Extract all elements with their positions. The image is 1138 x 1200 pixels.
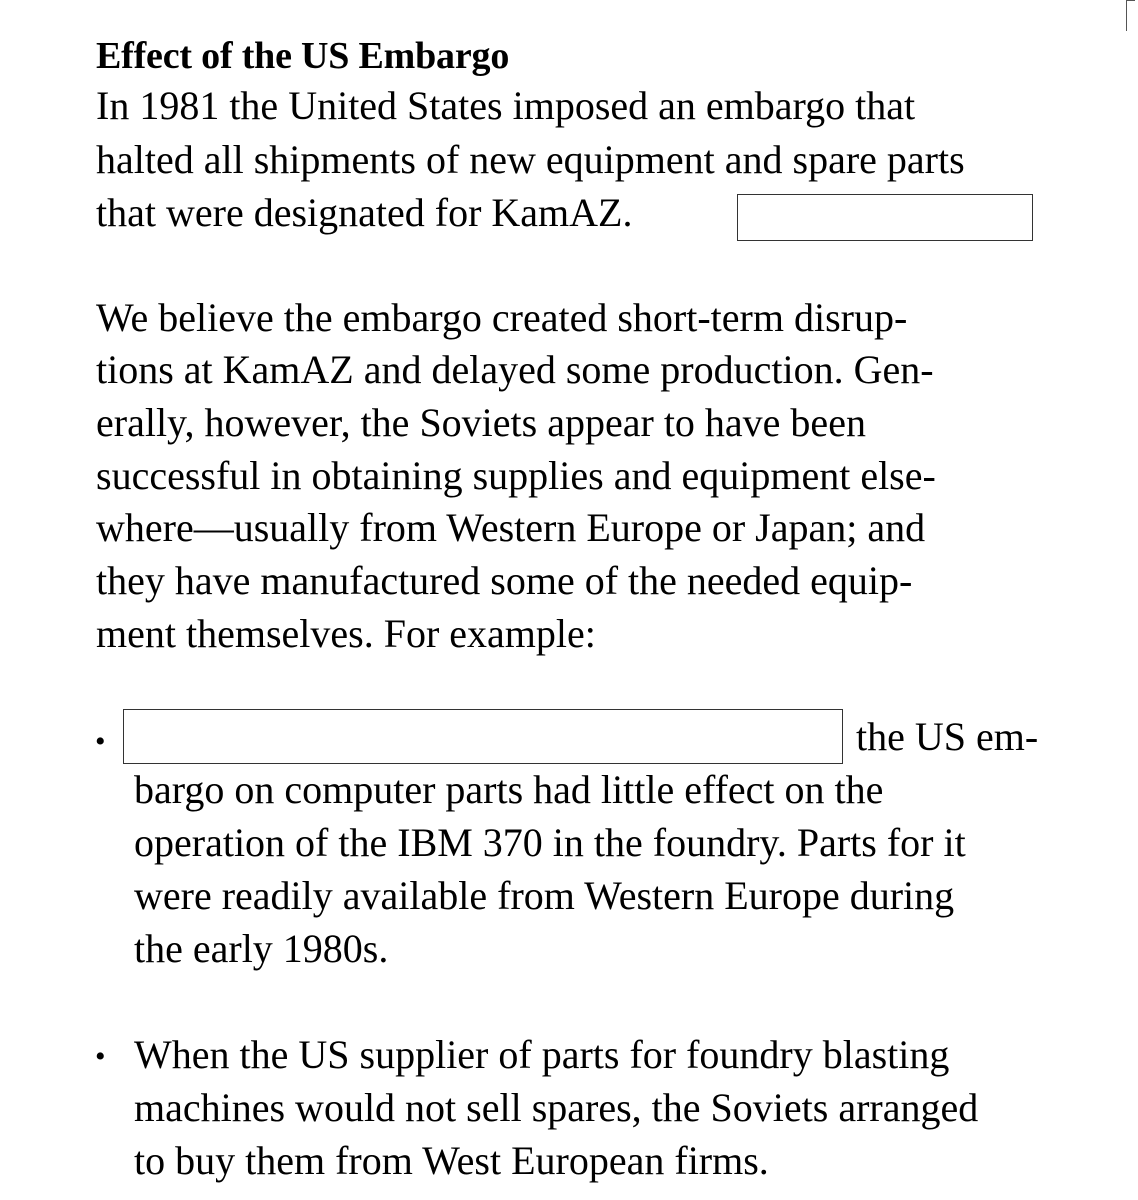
- section-heading: Effect of the US Embargo: [96, 35, 510, 77]
- para1-line-3: that were designated for KamAZ.: [96, 190, 633, 235]
- bullet-1-line-2: bargo on computer parts had little effect on the: [134, 767, 884, 812]
- para2-line-4: successful in obtaining supplies and equipment else-: [96, 453, 936, 498]
- bullet-1-line-5: the early 1980s.: [134, 926, 389, 971]
- bullet-1-line-4: were readily available from Western Europe during: [134, 873, 955, 918]
- redaction-box: [737, 194, 1033, 241]
- para2-line-5: where—usually from Western Europe or Japan; and: [96, 505, 926, 550]
- page-corner-mark: [1126, 0, 1135, 31]
- redaction-box: [123, 709, 843, 764]
- bullet-2-line-1: When the US supplier of parts for foundry blasting: [134, 1032, 950, 1077]
- bullet-2-line-3: to buy them from West European firms.: [134, 1138, 769, 1183]
- bullet-1-line-3: operation of the IBM 370 in the foundry. Parts for it: [134, 820, 966, 865]
- para2-line-3: erally, however, the Soviets appear to have been: [96, 400, 866, 445]
- para1-line-1: In 1981 the United States imposed an embargo that: [96, 83, 916, 128]
- bullet-2-line-2: machines would not sell spares, the Soviets arranged: [134, 1085, 979, 1130]
- para2-line-7: ment themselves. For example:: [96, 611, 596, 656]
- para2-line-6: they have manufactured some of the needed equip-: [96, 558, 913, 603]
- bullet-1-marker: •: [95, 725, 106, 758]
- bullet-2-marker: •: [95, 1040, 106, 1073]
- para2-line-2: tions at KamAZ and delayed some production. Gen-: [96, 347, 934, 392]
- para2-line-1: We believe the embargo created short-term disrup-: [96, 295, 908, 340]
- bullet-1-line-1-tail: the US em-: [856, 714, 1039, 759]
- para1-line-2: halted all shipments of new equipment and spare parts: [96, 137, 965, 182]
